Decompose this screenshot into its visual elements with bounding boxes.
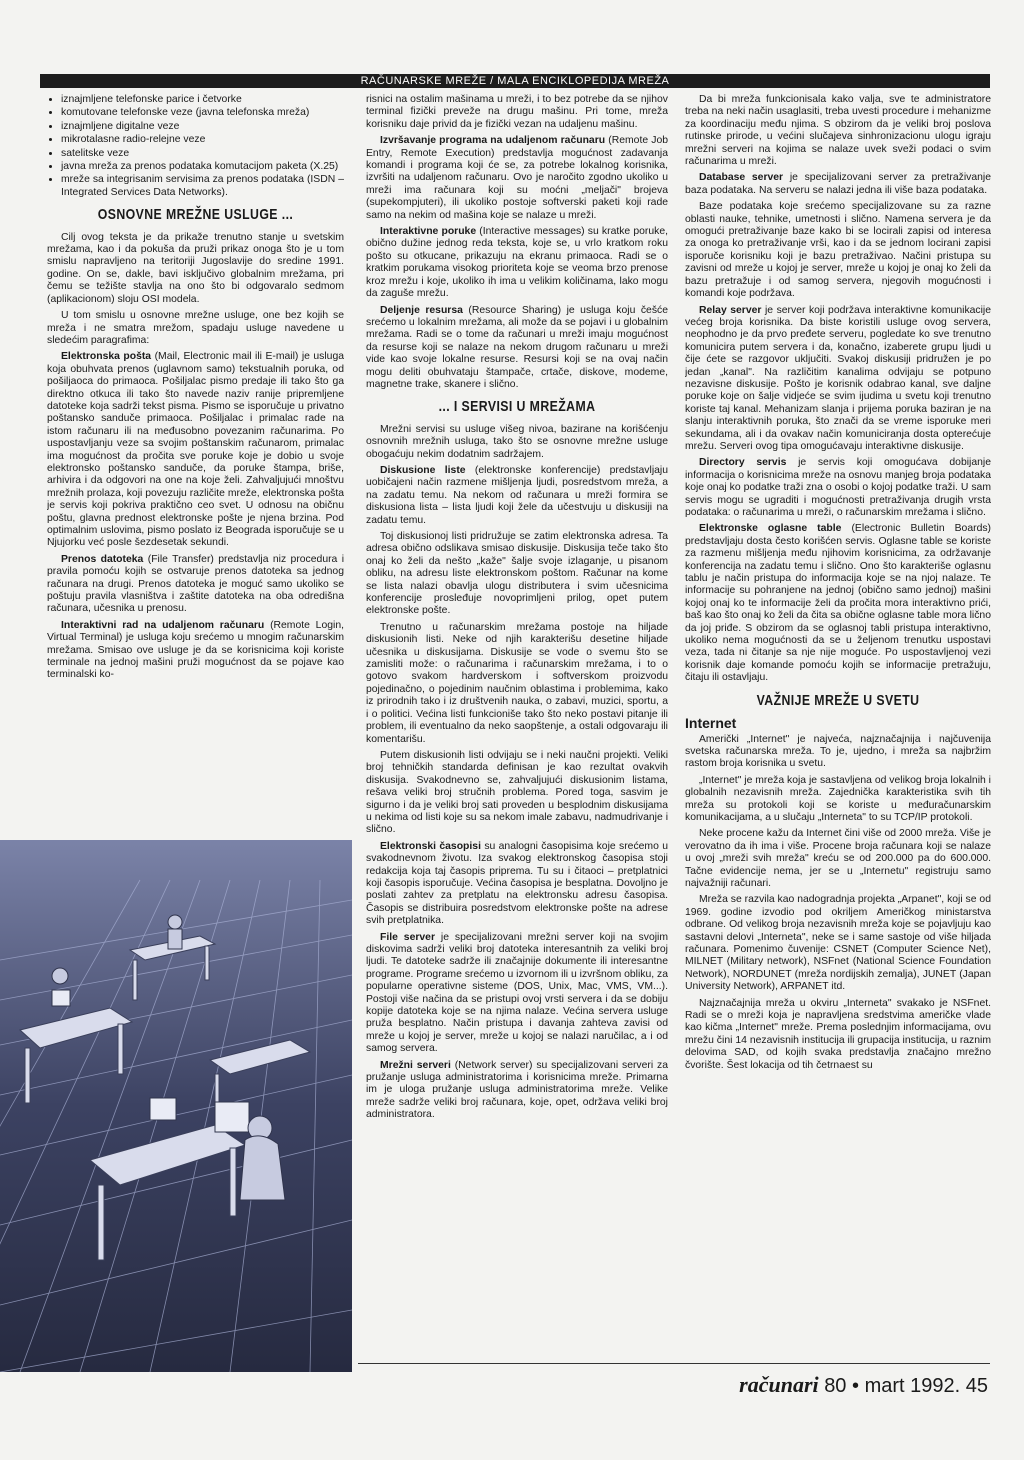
term-network-servers: Mrežni serveri <box>380 1059 451 1071</box>
network-illustration <box>0 840 352 1372</box>
term-email: Elektronska pošta <box>61 351 152 363</box>
term-database-server: Database server <box>699 172 784 184</box>
paragraph-relay-server: Relay server je server koji podržava interaktivne komunikacije većeg broja korisnika. Da biste koristili usluge ovog servera, neophodno je da prvo pređete serveru, pogledate ko sve trenutno komunicira putem servera i da, konačno, izaberete grupu ljudi u čije ćete se razgovor uključiti. Svakoj diskusiji pridružen je po jedan „kanal". Na različitim kanalima odvijaju se potpuno nezavisne diskusije. Pošto je korisnik odabrao kanal, sve daljne poruke koje on šalje vidjeće se svim ijudima u svetu koji trenutno koriste taj kanal. Mehanizam slanja i prijema poruka baziran je na slanju interaktivnih poruka, što znači da se vreme isporuke meri sekundama, ali i da ovakav način komuniciranja dosta opterećuje mrežu. Serveri ovog tipa omogućavaju interaktivne diskusije. <box>685 304 991 452</box>
paragraph-e-journals: Elektronski časopisi su analogni časopisima koje srećemo u svakodnevnom životu. Iza svakog elektronskog časopisa stoji redakcija koja taj časopis priprema. Tu su i čitaoci – pretplatnici koji časopis isporučuje. Većina časopisa je besplatna. Dovoljno je poslati zahtev za pretplatu na elektronsku adresu časopisa. Časopis se distribuira posredstvom elektronske pošte na adrese svih pretplatnika. <box>366 840 668 927</box>
section-heading-services: ... I SERVISI U MREŽAMA <box>438 398 596 416</box>
term-directory-servis: Directory servis <box>699 457 787 469</box>
paragraph-resource-sharing: Deljenje resursa (Resource Sharing) je usluga koju češće srećemo u lokalnim mrežama, ali može da se pojavi i u globalnim mrežama. Radi se o tome da računari u mreži imaju mogućnost da resurse koji se nalaze na nekom drugom računaru u mreži vide kao svoje lokalne resurse. Resursi koji se na ovaj način mogu deliti obuhvataju štampače, crtače, diskove, modeme, magnetne trake, skanere i slično. <box>366 304 668 390</box>
grid-desks-illustration <box>0 840 352 1372</box>
paragraph-email: Elektronska pošta (Mail, Electronic mail ili E-mail) je usluga koja obuhvata prenos (uglavnom samo) tekstualnih poruka, od pošiljaoca do primaoca. Pošiljalac pismo predaje ili tako što ga direktno otkuca ili tako što navede naziv ranije pripremljene datoteke koja sadrži tekst pisma. Pismo se isporučuje u privatno poštansko sanduče primaoca. Pošiljalac i primalac rade na istom računaru ili na međusobno povezanim računarima. Po uspostavljanju veze sa svojim poštanskim računarom, primalac ima mogućnost da pročita sve poruke koje je dobio u svoje elektronsko poštansko sanduče, da poruke štampa, briše, arhivira i da odgovori na one na koje želi. Zahvaljujući mnoštvu mrežnih prolaza, koji povezuju različite mreže, elektronska pošta je servis koji pokriva praktično ceo svet. U odnosu na običnu poštu, glavna prednost elektronske pošte je njena brzina. Pod optimalnim uslovima, pismo poslato iz Beograda isporučuje se u Njujorku već posle šezdesetak sekundi. <box>47 351 344 549</box>
subheading-internet: Internet <box>685 715 737 732</box>
paragraph-bulletin-boards: Elektronske oglasne table (Electronic Bulletin Boards) predstavljaju dosta često korišćen servis. Oglasne table se koriste za razmenu mišljenja među njihovim korisnicima, za održavanje konferencija na zadatu temu i slično. Ono što karakteriše oglasnu tablu je način pristupa do informacija koje se na njoj nalaze. Te informacije su pohranjene na jednoj (obično samo jednoj) mašini kojoj onaj ko te informacije želi da pročita mora interaktivno prići, baš kao što onaj ko želi da čita sa obične oglasne table mora lično da joj priđe. S obzirom da se oglasnoj tabli pristupa interaktivno, ukoliko nema mogućnosti da se u željenom trenutku uspostavi veza, tada ni čitanje sa nje nije moguće. Po uspostavljenoj vezi korisnik daje komande pomoću kojih se informacije pretražuju, čitaju ili ostavljaju. <box>685 523 991 684</box>
list-item: • komutovane telefonske veze (javna telefonska mreža) <box>61 107 344 119</box>
term-interactive-messages: Interaktivne poruke <box>380 226 477 238</box>
section-heading-world-networks: VAŽNIJE MREŽE U SVETU <box>756 691 920 709</box>
paragraph-database-server: Database server je specijalizovani server za pretraživanje baza podataka. Na serveru se nalazi jedna ili više baza podataka. <box>685 172 991 196</box>
column-3 <box>685 94 991 1362</box>
paragraph: Toj diskusionoj listi pridružuje se zatim elektronska adresa. Ta adresa obično odslikava smisao diskusije. Diskusija teče tako što onaj ko želi da nešto „kaže" šalje svoje izlaganje, u pisanom obliku, na adresu liste elektronskom poštom. Računar na kome se lista nalazi obavlja ulogu distributera i svim učesnicima konferencije prosleđuje novoprimljeni prilog, opet putem elektronske pošte. <box>366 531 668 617</box>
paragraph: Da bi mreža funkcionisala kako valja, sve te administratore treba na neki način usaglasiti, treba uvesti procedure i mehanizme za koordinaciju među njima. S obzirom da je veliki broj poslova rutinske prirode, u većini slučajeva sinhronizacionu ulogu igraju mrežni serveri na kojima se nalaze uvek sveži podaci o svim računarima u mreži. <box>685 94 991 168</box>
list-item: • mreže sa integrisanim servisima za prenos podataka (ISDN – Integrated Services Data Networks). <box>61 174 344 199</box>
footer-bullet: • <box>852 1375 860 1397</box>
term-bulletin-boards: Elektronske oglasne table <box>699 523 842 535</box>
paragraph-file-transfer: Prenos datoteka (File Transfer) predstavlja niz procedura i pravila pomoću kojih se ostvaruje prenos datoteka sa jednog računara na drugi. Prenos datoteka je moguć samo ukoliko se poštuju pravila vlasništva i zaštite datoteka na oba odredišna računara, učesnika u prenosu. <box>47 553 344 615</box>
list-item: • mikrotalasne radio-relejne veze <box>61 134 344 146</box>
paragraph-remote-exec: Izvršavanje programa na udaljenom računaru (Remote Job Entry, Remote Execution) predstavlja mogućnost zadavanja komandi i programa koji će se, za potrebe lokalnog korisnika, izvršiti na udaljenom računaru. Ovo je naročito zgodno ukoliko u mreži ima računara koji su moćni „meljači" brojeva (supekompjuteri), ili ukoliko postoje softverski paketi koji rade samo na nekim od mašina koje se nalaze u mreži. <box>366 135 668 221</box>
page-number: 45 <box>965 1375 988 1397</box>
term-remote-exec: Izvršavanje programa na udaljenom računaru <box>380 135 606 147</box>
paragraph: Putem diskusionih listi odvijaju se i neki naučni projekti. Veliki broj tehničkih standarda definisan je kao rezultat ovakvih diskusija. Svakodnevno se, zahvaljujući diskusionim listama, rešava veliki broj stručnih problema. Pored toga, sasvim je sigurno i da je veliki broj sati proveden u besplodnim diskusijama u nekima od listi koje su sa nekom imale zabavu, nadmudrivanje i slično. <box>366 749 668 836</box>
footer-rule <box>358 1363 990 1364</box>
term-remote-login: Interaktivni rad na udaljenom računaru <box>61 619 265 631</box>
paragraph: Neke procene kažu da Internet čini više od 2000 mreža. Više je verovatno da ih ima i više. Procene broja računara koji se nalaze u ovoj „mreži svih mreža" kreću se od 200.000 pa do 600.000. Tačne evidencije nema, jer se u „Internetu" registruju samo najvažniji računari. <box>685 828 991 889</box>
paragraph: Mreža se razvila kao nadogradnja projekta „Arpanet", koji se od 1969. godine izvodio pod okriljem Američkog ministarstva odbrane. Od velikog broja nezavisnih mreža koje se pojavljuju kao sastavni delovi „Interneta", neke se i same sastoje od više hiljada računara. Pomenimo čuvenije: CSNET (Computer Science Net), MILNET (Military network), NSFnet (National Science Foundation Network), NORDUNET (mreža nordijskih zemalja), JUNET (Japan University Network), ARPANET itd. <box>685 894 991 993</box>
column-1 <box>47 94 344 846</box>
term-resource-sharing: Deljenje resursa <box>380 304 463 316</box>
term-relay-server: Relay server <box>699 304 762 316</box>
term-discussion-lists: Diskusione liste <box>380 464 466 476</box>
paragraph: Cilj ovog teksta je da prikaže trenutno stanje u svetskim mrežama, kao i da pokuša da pruži prikaz onoga što je u tom smislu napravljeno na teritoriji Jugoslavije do sredine 1991. godine. On se, dakle, bavi isključivo globalnim mrežama, pri čemu se težište stavlja na ono što bi odgovaralo sedmom (aplikacionom) sloju OSI modela. <box>47 231 344 305</box>
paragraph: Najznačajnija mreža u okviru „Interneta" svakako je NSFnet. Radi se o mreži koja je napravljena sredstvima američke vlade kao kičma „Internet" mreže. Prema poslednjim informacijama, ovu mrežu čini 14 nezavisnih institucija ili grupacija institucija, u raznim delovima SAD, od kojih svaka predstavlja značajno mrežno čvorište. Šest lokacija od tih četrnaest su <box>685 997 991 1071</box>
paragraph: Trenutno u računarskim mrežama postoje na hiljade diskusionih listi. Neke od njih karakterišu desetine hiljade učesnika u diskusijama. Diskusije se vode o svemu što se zamisliti može: o računarima i računarskim mrežama, i to o gotovo svakom hardverskom i softverskom proizvodu pojedinačno, o pojedinim naučnim oblastima i problemima, kako iz prirodnih tako i iz društvenih nauka, o zabavi, muzici, sportu, a i o politici. Većina listi funkcioniše tako što neko postavi pitanje ili problem, ili eventualno da neko saopštenje, a ostali odgovaraju ili komentarišu. <box>366 621 668 745</box>
list-item: • iznajmljene telefonske parice i četvorke <box>61 94 344 106</box>
term-file-transfer: Prenos datoteka <box>61 553 144 565</box>
term-file-server: File server <box>380 931 435 943</box>
running-header: RAČUNARSKE MREŽE / MALA ENCIKLOPEDIJA MREŽA <box>40 74 990 88</box>
list-item: • javna mreža za prenos podataka komutacijom paketa (X.25) <box>61 161 344 173</box>
paragraph-directory-servis: Directory servis je servis koji omogućava dobijanje informacija o korisnicima mreže na osnovu manjeg broja podataka koje onaj ko podatke traži zna o osobi o kojoj podatke traži. U sam servis mogu se ugraditi i mogućnosti pretraživanja drugih vrsta podataka: o računarima u mreži, o računarskim mrežama i slično. <box>685 457 991 518</box>
magazine-brand: računari <box>739 1372 819 1397</box>
issue-date: mart 1992. <box>864 1375 961 1397</box>
list-item: • satelitske veze <box>61 148 344 160</box>
section-heading-basic-services: OSNOVNE MREŽNE USLUGE ... <box>97 206 294 224</box>
paragraph: U tom smislu u osnovne mrežne usluge, one bez kojih se mreža i ne smatra mrežom, spadaju usluge navedene u sledećim paragrafima: <box>47 310 344 346</box>
paragraph-network-servers: Mrežni serveri (Network server) su specijalizovani serveri za pružanje usluga administratorima i korisnicima mreže. Primarna im je uloga pružanje usluga administratorima mreže. Velike mreže sadrže veliki broj računara, koje, opet, održava veliki broj administratora. <box>366 1059 668 1121</box>
paragraph: Baze podataka koje srećemo specijalizovane su za razne oblasti nauke, tehnike, umetnosti i slično. Namena servera je da omogući pretraživanje baze kako bi se locirali zapisi od interesa za onoga ko pretraživanje vrši, kao i da se jednom locirani zapisi isporuče korisniku koji je bazu pretraživao. Načini pristupa su zavisni od mreže u kojoj je server, mreže u kojoj je onaj ko želi da bazu pretražuje i od samog servera, njegovih mogućnosti i komandi koje podržava. <box>685 201 991 300</box>
issue-number: 80 <box>824 1375 847 1397</box>
paragraph-file-server: File server je specijalizovani mrežni server koji na svojim diskovima sadrži veliki broj datoteka interesantnih za veliki broj ljudi. Te datoteke sadrže ili značajnije dokumente ili interesantne programe. Programe srećemo u izvornom ili u izvršnom obliku, za popularne operativne sisteme (DOS, Unix, Mac, VMS, VM...). Postoji više načina da se pristupi ovoj vrsti servera i da se dobiju kopije datoteka koje se na njima nalaze. Većina servera usluge pruža besplatno. Način pristupa i davanja zahteva zavisi od mreže u kojoj je server, mreže u kojoj se nalazi naručilac, a i od samog servera. <box>366 931 668 1055</box>
list-item: • iznajmljene digitalne veze <box>61 121 344 133</box>
paragraph-interactive-messages: Interaktivne poruke (Interactive messages) su kratke poruke, obično dužine jednog reda teksta, koje se, u vrlo kratkom roku pošto su otkucane, prikazuju na ekranu primaoca. Radi se o kratkim porukama visokog prioriteta koje se veoma brzo prenose kroz mrežu i koje, ukoliko ih ima u velikim količinama, lako mogu da zaguše mrežu. <box>366 226 668 300</box>
paragraph: „Internet" je mreža koja je sastavljena od velikog broja lokalnih i globalnih nezavisnih mreža. Zajednička karakteristika svih tih mreža su protokoli koji se koriste u međuračunarskim komunikacijama, a u slučaju „Interneta" to su TCP/IP protokoli. <box>685 774 991 823</box>
paragraph: risnici na ostalim mašinama u mreži, i to bez potrebe da se njihov terminal fizički preveže na drugu mašinu. Pri tome, mreža korisniku daje privid da je fizički vezan na udaljenu mašinu. <box>366 94 668 130</box>
page-footer <box>739 1372 988 1398</box>
paragraph-remote-login: Interaktivni rad na udaljenom računaru (Remote Login, Virtual Terminal) je usluga koju srećemo u mnogim računarskim mrežama. Smisao ove usluge je da se korisnicima koji koriste terminale na jednoj mašini pruži mogućnost da se pojave kao terminalski ko- <box>47 619 344 681</box>
column-2 <box>366 94 668 1362</box>
paragraph: Mrežni servisi su usluge višeg nivoa, bazirane na korišćenju osnovnih mrežnih usluga, tako što se osnovne mrežne usluge obogaćuju nekim dodatnim sadržajem. <box>366 423 668 460</box>
connection-types-list <box>47 94 344 199</box>
paragraph: Američki „Internet" je najveća, najznačajnija i najčuvenija svetska računarska mreža. To je, ujedno, i mreža sa najbržim rastom broja korisnika u svetu. <box>685 733 991 770</box>
term-e-journals: Elektronski časopisi <box>380 840 481 852</box>
paragraph-discussion-lists: Diskusione liste (elektronske konferencije) predstavljaju uobičajeni način razmene mišljenja ljudi, posredstvom mreža, a na zadatu temu. Na nekom od računara u mreži formira se diskusiona lista – lista ljudi koji žele da učestvuju u diskusiji na zadatu temu. <box>366 464 668 526</box>
